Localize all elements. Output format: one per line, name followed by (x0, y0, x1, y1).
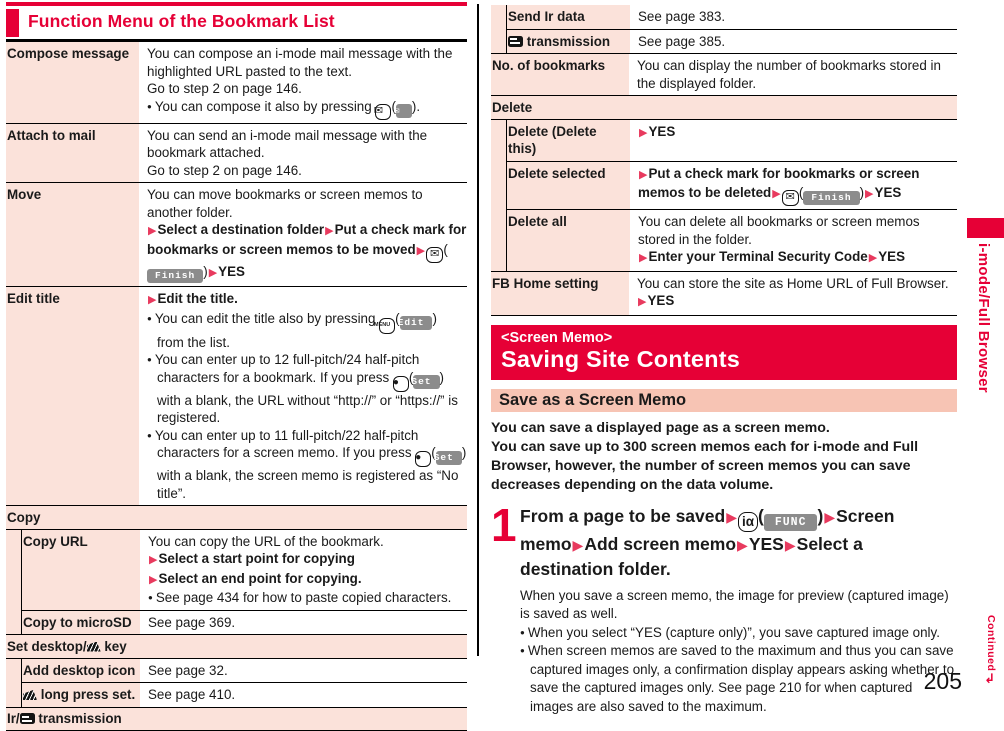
table-subrow (507, 5, 957, 30)
left-column (6, 2, 467, 731)
group-indent-strip (6, 659, 21, 707)
row-label: Delete selected (507, 162, 630, 210)
step-arrow-icon (771, 185, 781, 200)
function-menu-table (6, 39, 467, 731)
step-arrow-icon (638, 249, 648, 264)
column-divider (477, 4, 479, 656)
center-key-icon: ● (393, 376, 409, 392)
row-content: You can send an i-mode mail message with the bookmark attached. Go to step 2 on page 146. (139, 124, 467, 183)
table-row (6, 124, 467, 184)
page-number: 205 (924, 668, 962, 695)
finish-softkey: Finish (803, 191, 859, 205)
table-row (491, 54, 957, 96)
step-arrow-icon (736, 534, 749, 554)
set-softkey: Set (436, 451, 462, 465)
step-arrow-icon (638, 166, 648, 181)
continued-arrow-icon: ↲ (984, 671, 995, 687)
row-label: Edit title (6, 287, 139, 505)
mail-key-icon: ✉ (426, 247, 443, 263)
row-content: ▶ Edit the title. ● You can edit the title also by pressing MENU ( Edit ) from the list. ● You can enter up to 12 full-pitch/24 half-pitch characters for a bookmark. If you press ● ( Set ) with a blank, the URL without “http://” or “https://” is registered. ● You can enter up to 11 full-pitch/22 half-pitch characters for a screen memo. If you press ● ( Set ) with a blank, the screen memo is registered as “No title”. (139, 287, 467, 505)
step-arrow-icon (868, 249, 878, 264)
table-row (6, 183, 467, 287)
group-header-delete: Delete (491, 96, 957, 120)
step-arrow-icon (147, 222, 157, 237)
table-subrow (22, 683, 467, 707)
row-label: long press set. (22, 683, 140, 707)
group-header-set-desktop: Set desktop/ key (6, 635, 467, 659)
step-arrow-icon (725, 506, 738, 526)
i-alpha-key-icon: iα (738, 512, 758, 532)
table-subrow (22, 611, 467, 635)
row-label: Move (6, 183, 139, 286)
mail-softkey-icon: ✉ (396, 104, 412, 118)
continued-label: Continued (985, 615, 997, 671)
row-content: See page 369. (140, 611, 467, 635)
table-subrow (507, 210, 957, 271)
row-content: You can compose an i-mode mail message with the highlighted URL pasted to the text. Go to step 2 on page 146. ● You can compose it also by pressing ✉ ( ✉ ) . (139, 42, 467, 123)
group-set-desktop (6, 659, 467, 708)
finish-softkey: Finish (147, 269, 203, 283)
table-subrow (22, 530, 467, 611)
row-label: No. of bookmarks (491, 54, 629, 95)
row-content: You can delete all bookmarks or screen memos stored in the folder. ▶ Enter your Terminal Security Code ▶ YES (630, 210, 957, 271)
heading-text: Function Menu of the Bookmark List (28, 11, 335, 31)
row-label: FB Home setting (491, 272, 629, 315)
group-indent-strip (6, 530, 21, 635)
step-notes: When you save a screen memo, the image for preview (captured image) is saved as well. ● When you select “YES (capture only)”, you save captured image only. ● When screen memos are saved to the maximum and thus you can save captured images only, a confirmation display appears asking whether to save the captured images only. See page 210 for when captured images are also saved to the maximum. (520, 587, 957, 717)
mail-key-icon: ✉ (375, 104, 391, 120)
step-arrow-icon (416, 242, 426, 257)
function-menu-heading (6, 2, 467, 39)
row-label: Copy to microSD (22, 611, 140, 635)
group-ir-continued (491, 5, 957, 54)
step-arrow-icon (637, 293, 647, 308)
step-arrow-icon (823, 506, 836, 526)
table-row (6, 287, 467, 506)
menu-key-icon: MENU (379, 318, 395, 334)
step-arrow-icon (147, 291, 157, 306)
ic-card-icon (20, 713, 35, 724)
table-row (6, 42, 467, 124)
intro-paragraph: You can save a displayed page as a screen memo. You can save up to 300 screen memos each for i-mode and Full Browser, however, the number of screen memos you can save decreases depending on the data volume. (491, 419, 957, 495)
row-content: See page 410. (140, 683, 467, 707)
multi-key-icon (23, 690, 37, 700)
table-subrow (507, 30, 957, 54)
chapter-label: i-mode/Full Browser (975, 243, 992, 393)
edit-softkey: Edit (400, 316, 433, 330)
row-label: Compose message (6, 42, 139, 123)
multi-key-icon (87, 642, 101, 652)
row-label: Attach to mail (6, 124, 139, 183)
row-content: You can display the number of bookmarks stored in the displayed folder. (629, 54, 957, 95)
row-label: Delete (Delete this) (507, 120, 630, 161)
row-content: You can copy the URL of the bookmark. ▶ Select a start point for copying ▶ Select an end point for copying. ● See page 434 for how to paste copied characters. (140, 530, 467, 610)
step-number: 1 (491, 504, 520, 582)
step-arrow-icon (324, 222, 334, 237)
row-content: You can store the site as Home URL of Full Browser. ▶ YES (629, 272, 957, 315)
row-content: See page 383. (630, 5, 957, 29)
red-square-marker (6, 9, 19, 37)
step-1 (491, 504, 957, 582)
group-indent-strip (491, 120, 506, 271)
function-menu-table-continued (491, 5, 957, 316)
row-content: ▶ YES (630, 120, 957, 161)
ic-card-icon (508, 36, 523, 47)
subsection-bar: Save as a Screen Memo (491, 389, 957, 412)
step-arrow-icon (572, 534, 585, 554)
section-tag: <Screen Memo> (501, 330, 947, 346)
set-softkey: Set (413, 375, 439, 389)
chapter-tab (967, 218, 1004, 238)
step-arrow-icon (864, 185, 874, 200)
step-arrow-icon (638, 124, 648, 139)
func-softkey: FUNC (764, 514, 818, 531)
step-arrow-icon (208, 264, 218, 279)
table-subrow (507, 120, 957, 162)
right-column (491, 5, 957, 716)
group-delete (491, 120, 957, 272)
table-subrow (507, 162, 957, 211)
group-header-ir-transmission: Ir/ transmission (6, 708, 467, 731)
row-label: transmission (507, 30, 630, 54)
mail-key-icon: ✉ (782, 190, 799, 206)
row-content: See page 385. (630, 30, 957, 54)
row-label: Send Ir data (507, 5, 630, 29)
row-label: Copy URL (22, 530, 140, 610)
group-copy (6, 530, 467, 636)
step-instruction: From a page to be saved ▶ iα ( FUNC ) ▶ Screen memo ▶ Add screen memo ▶ YES ▶ Select a destination folder. (520, 504, 957, 582)
row-content: See page 32. (140, 659, 467, 683)
group-indent-strip (491, 5, 506, 53)
row-label: Add desktop icon (22, 659, 140, 683)
step-arrow-icon (148, 571, 158, 586)
row-content: You can move bookmarks or screen memos to another folder. ▶ Select a destination folder ▶ Put a check mark for bookmarks or screen memos to be moved ▶ ✉( Finish ) ▶ YES (139, 183, 467, 286)
step-arrow-icon (784, 534, 797, 554)
center-key-icon: ● (415, 451, 431, 467)
table-subrow (22, 659, 467, 684)
section-banner (491, 325, 957, 380)
section-title: Saving Site Contents (501, 346, 947, 373)
row-content: ▶ Put a check mark for bookmarks or screen memos to be deleted ▶ ✉ ( Finish ) ▶ YES (630, 162, 957, 210)
table-row (491, 272, 957, 316)
row-label: Delete all (507, 210, 630, 271)
group-header-copy: Copy (6, 506, 467, 530)
step-arrow-icon (148, 551, 158, 566)
